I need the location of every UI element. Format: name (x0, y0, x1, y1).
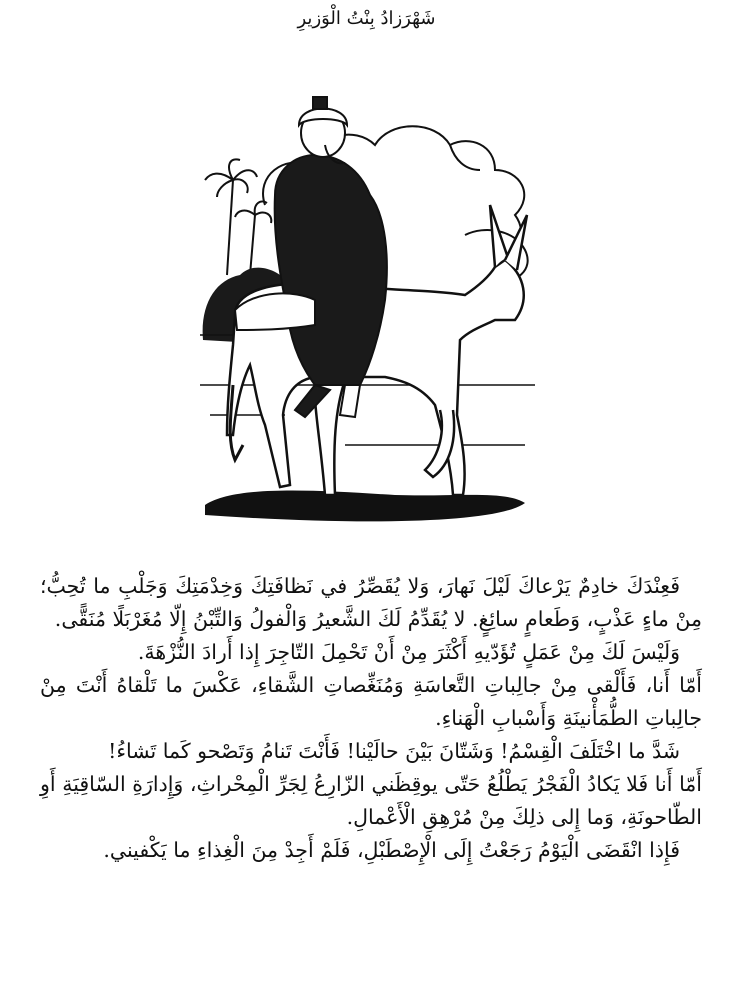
page-header (0, 8, 733, 29)
paragraph: وَلَيْسَ لَكَ مِنْ عَمَلٍ تُؤَدّيهِ أَكْثَرَ مِنْ أَنْ تَحْمِلَ التّاجِرَ إِذا أَرادَ النُّزْهَةَ. (137, 640, 680, 664)
story-text (40, 570, 702, 867)
paragraph: أَمّا أَنا فَلا يَكادُ الْفَجْرُ يَطْلُعُ حَتّى يوقِظَني الزّارِعُ لِجَرِّ الْمِحْراثِ، وَإِدارَةِ السّاقِيَةِ أَوِ الطّاحونَةِ، وَما إِلى ذلِكَ مِنْ مُرْهِقِ الْأَعْمالِ. (40, 772, 702, 829)
paragraph: أَمّا أَنا، فَأَلْقى مِنْ جالِباتِ التَّعاسَةِ وَمُنَغِّصاتِ الشَّقاءِ، عَكْسَ ما تَلْقاهُ أَنْتَ مِنْ جالِباتِ الطُّمَأْنينَةِ وَأَسْبابِ الْهَناءِ. (40, 673, 702, 730)
illustration (195, 85, 540, 530)
rider-on-donkey-illustration (195, 85, 540, 530)
ground-shadow-drawing (205, 491, 525, 522)
palm-trees-drawing (205, 159, 271, 275)
page-title: شَهْرَزادُ بِنْتُ الْوَزيرِ (297, 8, 436, 29)
paragraph: فَعِنْدَكَ خادِمٌ يَرْعاكَ لَيْلَ نَهارَ، وَلا يُقَصِّرُ في نَظافَتِكَ وَخِدْمَتِكَ وَجَلْبِ ما تُحِبُّ؛ مِنْ ماءٍ عَذْبٍ، وَطَعامٍ سائِغٍ. لا يُقَدِّمُ لَكَ الشَّعيرُ وَالْفولُ وَالتِّبْنُ إِلّا مُغَرْبَلًا مُنَقًّى. (40, 574, 702, 631)
paragraph: شَدَّ ما اخْتَلَفَ الْقِسْمُ! وَشَتّانَ بَيْنَ حالَيْنا! فَأَنْتَ تَنامُ وَتَصْحو كَما تَشاءُ! (108, 739, 680, 763)
paragraph: فَإِذا انْقَضَى الْيَوْمُ رَجَعْتُ إِلَى الْإِصْطَبْلِ، فَلَمْ أَجِدْ مِنَ الْغِذاءِ ما يَكْفيني. (103, 838, 680, 862)
